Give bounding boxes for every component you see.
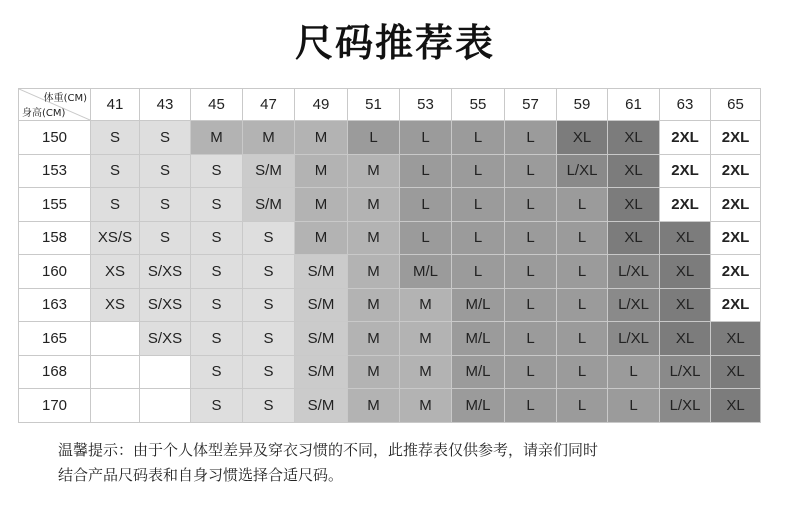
- size-cell: S: [140, 154, 191, 188]
- size-cell: S/M: [295, 322, 348, 356]
- size-cell: 2XL: [660, 188, 711, 222]
- weight-header-57: 57: [505, 89, 557, 121]
- size-cell: S/M: [295, 355, 348, 389]
- size-cell: L/XL: [608, 322, 660, 356]
- size-cell: S: [191, 188, 243, 222]
- size-cell: L: [505, 154, 557, 188]
- weight-axis-label: 体重(CM): [43, 93, 87, 104]
- size-cell: S: [191, 389, 243, 423]
- size-cell: S: [191, 154, 243, 188]
- size-cell: S: [140, 121, 191, 155]
- size-cell: XS: [91, 255, 140, 289]
- size-cell: 2XL: [660, 121, 711, 155]
- size-cell: [91, 389, 140, 423]
- size-row-150: [19, 121, 761, 155]
- size-cell: L: [452, 221, 505, 255]
- size-cell: L: [505, 389, 557, 423]
- size-cell: M: [295, 121, 348, 155]
- size-cell: L: [505, 288, 557, 322]
- size-cell: XL: [557, 121, 608, 155]
- size-row-160: [19, 255, 761, 289]
- size-cell: M/L: [452, 355, 505, 389]
- size-cell: L: [557, 188, 608, 222]
- size-cell: 2XL: [711, 221, 761, 255]
- weight-header-43: 43: [140, 89, 191, 121]
- size-cell: S/M: [243, 188, 295, 222]
- size-row-163: [19, 288, 761, 322]
- size-cell: M: [243, 121, 295, 155]
- weight-header-59: 59: [557, 89, 608, 121]
- size-row-170: [19, 389, 761, 423]
- size-cell: M: [295, 188, 348, 222]
- weight-header-65: 65: [711, 89, 761, 121]
- size-cell: L: [505, 221, 557, 255]
- size-cell: 2XL: [660, 154, 711, 188]
- size-cell: M/L: [400, 255, 452, 289]
- size-cell: M/L: [452, 288, 505, 322]
- size-cell: S: [243, 322, 295, 356]
- size-cell: L: [452, 154, 505, 188]
- size-cell: XL: [711, 322, 761, 356]
- size-cell: L: [400, 221, 452, 255]
- weight-header-51: 51: [348, 89, 400, 121]
- size-cell: M/L: [452, 322, 505, 356]
- tip-note-line-1: 温馨提示：由于个人体型差异及穿衣习惯的不同，此推荐表仅供参考，请亲们同时: [58, 441, 599, 459]
- size-cell: M: [191, 121, 243, 155]
- weight-header-61: 61: [608, 89, 660, 121]
- size-cell: L/XL: [608, 288, 660, 322]
- height-axis-label: 身高(CM): [22, 108, 66, 119]
- height-cell: 155: [19, 188, 91, 222]
- weight-header-47: 47: [243, 89, 295, 121]
- size-cell: L: [505, 355, 557, 389]
- size-cell: S/XS: [140, 322, 191, 356]
- size-cell: M: [295, 154, 348, 188]
- height-cell: 160: [19, 255, 91, 289]
- size-cell: S/XS: [140, 288, 191, 322]
- weight-header-63: 63: [660, 89, 711, 121]
- size-row-155: [19, 188, 761, 222]
- size-chart-table: [18, 88, 761, 423]
- size-cell: S: [140, 221, 191, 255]
- size-cell: S: [243, 355, 295, 389]
- size-cell: L: [400, 154, 452, 188]
- size-cell: L: [557, 255, 608, 289]
- size-cell: M: [348, 221, 400, 255]
- size-cell: S/M: [243, 154, 295, 188]
- weight-header-49: 49: [295, 89, 348, 121]
- size-cell: S/M: [295, 389, 348, 423]
- size-cell: M: [348, 389, 400, 423]
- corner-header-cell: [19, 89, 91, 121]
- size-row-153: [19, 154, 761, 188]
- size-cell: XL: [608, 121, 660, 155]
- size-cell: XL: [608, 221, 660, 255]
- height-cell: 170: [19, 389, 91, 423]
- size-cell: L: [348, 121, 400, 155]
- size-cell: L/XL: [660, 355, 711, 389]
- size-cell: 2XL: [711, 255, 761, 289]
- size-cell: L: [557, 322, 608, 356]
- size-cell: [140, 355, 191, 389]
- weight-header-53: 53: [400, 89, 452, 121]
- size-cell: XS: [91, 288, 140, 322]
- size-cell: M: [400, 389, 452, 423]
- size-cell: S: [191, 288, 243, 322]
- weight-header-row: [19, 89, 761, 121]
- size-cell: 2XL: [711, 154, 761, 188]
- size-cell: L/XL: [660, 389, 711, 423]
- size-row-168: [19, 355, 761, 389]
- size-cell: L: [452, 188, 505, 222]
- size-chart-body: [19, 89, 761, 423]
- size-cell: S: [243, 255, 295, 289]
- size-cell: S: [243, 389, 295, 423]
- size-cell: L: [557, 389, 608, 423]
- size-cell: S: [191, 322, 243, 356]
- size-cell: S: [243, 221, 295, 255]
- size-cell: XL: [660, 221, 711, 255]
- size-cell: M: [400, 288, 452, 322]
- size-cell: XL: [711, 389, 761, 423]
- size-cell: L: [452, 121, 505, 155]
- size-cell: L: [505, 121, 557, 155]
- size-cell: XS/S: [91, 221, 140, 255]
- page-title: 尺码推荐表: [294, 21, 495, 65]
- size-cell: S: [140, 188, 191, 222]
- size-cell: S: [91, 188, 140, 222]
- size-cell: M: [348, 355, 400, 389]
- size-cell: 2XL: [711, 188, 761, 222]
- height-cell: 153: [19, 154, 91, 188]
- size-cell: L: [608, 355, 660, 389]
- size-cell: M: [400, 322, 452, 356]
- size-cell: S: [243, 288, 295, 322]
- size-cell: L/XL: [557, 154, 608, 188]
- size-cell: M: [348, 288, 400, 322]
- size-cell: L: [452, 255, 505, 289]
- size-cell: S/M: [295, 255, 348, 289]
- size-cell: M: [348, 322, 400, 356]
- size-cell: [140, 389, 191, 423]
- size-cell: M: [348, 188, 400, 222]
- size-cell: S/XS: [140, 255, 191, 289]
- size-cell: XL: [660, 322, 711, 356]
- size-cell: L: [557, 355, 608, 389]
- tip-note-line-2: 结合产品尺码表和自身习惯选择合适尺码。: [58, 466, 344, 484]
- size-cell: M: [348, 154, 400, 188]
- size-cell: XL: [660, 255, 711, 289]
- size-cell: 2XL: [711, 121, 761, 155]
- size-row-165: [19, 322, 761, 356]
- height-cell: 168: [19, 355, 91, 389]
- size-cell: S: [91, 121, 140, 155]
- weight-header-45: 45: [191, 89, 243, 121]
- size-cell: S: [91, 154, 140, 188]
- size-cell: S: [191, 221, 243, 255]
- size-cell: L: [400, 188, 452, 222]
- size-cell: [91, 355, 140, 389]
- size-cell: L: [557, 221, 608, 255]
- weight-header-41: 41: [91, 89, 140, 121]
- height-cell: 163: [19, 288, 91, 322]
- size-cell: [91, 322, 140, 356]
- size-cell: M: [295, 221, 348, 255]
- size-row-158: [19, 221, 761, 255]
- size-cell: L: [400, 121, 452, 155]
- size-cell: M: [400, 355, 452, 389]
- size-cell: M/L: [452, 389, 505, 423]
- tip-note: [58, 438, 758, 488]
- size-cell: S: [191, 355, 243, 389]
- size-cell: L/XL: [608, 255, 660, 289]
- size-cell: L: [505, 188, 557, 222]
- size-cell: L: [608, 389, 660, 423]
- weight-header-55: 55: [452, 89, 505, 121]
- size-cell: M: [348, 255, 400, 289]
- height-cell: 158: [19, 221, 91, 255]
- size-cell: XL: [608, 154, 660, 188]
- size-cell: L: [505, 322, 557, 356]
- size-cell: 2XL: [711, 288, 761, 322]
- size-cell: XL: [711, 355, 761, 389]
- size-cell: L: [505, 255, 557, 289]
- size-cell: S: [191, 255, 243, 289]
- size-cell: XL: [608, 188, 660, 222]
- height-cell: 165: [19, 322, 91, 356]
- height-cell: 150: [19, 121, 91, 155]
- size-cell: L: [557, 288, 608, 322]
- size-cell: XL: [660, 288, 711, 322]
- size-cell: S/M: [295, 288, 348, 322]
